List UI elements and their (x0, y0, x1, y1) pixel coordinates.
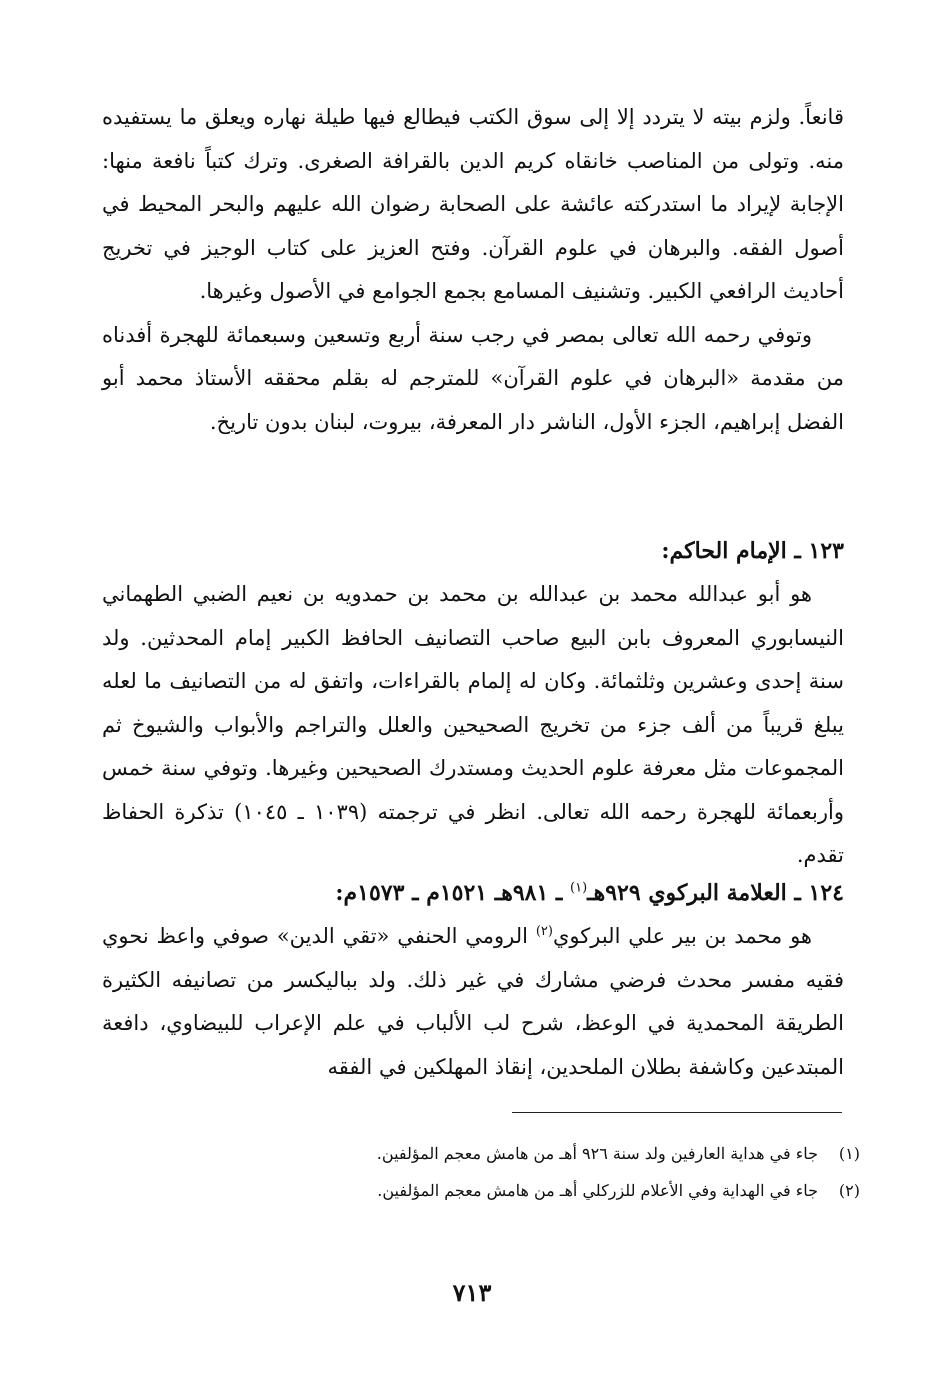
text-line: المحدثين. ولد سنة إحدى وعشرين وثلثمائة. وكان له إلمام بالقراءات، واتفق له (102, 625, 844, 693)
text-fragment: هو محمد بن بير علي البركوي (552, 924, 812, 948)
text-line: في ترجمته (١٠٣٩ ـ ١٠٤٥) تذكرة الحفاظ تقدم. (102, 799, 844, 867)
page-number: ٧١٣ (452, 1278, 492, 1307)
text-fragment: الرومي الحنفي «تقي الدين» صوفي واعظ (156, 924, 536, 948)
text-line (157, 924, 812, 948)
paragraph-works (102, 96, 844, 314)
entry-123-heading: ١٢٣ ـ الإمام الحاكم: (661, 538, 844, 564)
text-line: الصحيحين وغيرها. وتوفي سنة خمس وأربعمائة للهجرة رحمه الله تعالى. انظر (102, 756, 844, 824)
text-line: تاريخ. (209, 409, 259, 434)
footnote-text: جاء في هداية العارفين ولد سنة ٩٢٦ أهـ من هامش معجم المؤلفين. (376, 1144, 818, 1163)
entry-123 (102, 530, 844, 878)
text-line: يستفيده منه. وتولى من المناصب خانقاه كريم الدين بالقرافة الصغرى. وترك كتباً (102, 105, 844, 173)
text-line: نحوي فقيه مفسر محدث فرضي مشارك في غير ذلك. ولد بباليكسر من تصانيفه (102, 924, 844, 992)
text-line: نافعة منها: الإجابة لإيراد ما استدركته عائشة على الصحابة رضوان الله عليهم (102, 148, 844, 216)
footnote-number: (١) (838, 1144, 860, 1163)
text-line: من التصانيف ما لعله يبلغ قريباً من ألف جزء من تخريج الصحيحين والعلل (102, 669, 844, 737)
text-line: والبحر المحيط في أصول الفقه. والبرهان في علوم القرآن. وفتح العزيز على (102, 192, 844, 260)
heading-text: ١٢٤ ـ العلامة البركوي ٩٢٩هـ (587, 880, 844, 906)
footnote-2 (200, 1172, 860, 1209)
paragraph-death-source (102, 314, 844, 445)
text-line: قانعاً. ولزم بيته لا يتردد إلا إلى سوق الكتب فيطالع فيها طيلة نهاره ويعلق ما (179, 105, 844, 129)
footnote-1 (200, 1135, 860, 1172)
text-line: كتاب الوجيز في تخريج أحاديث الرافعي الكبير. وتشنيف المسامع بجمع الجوامع (102, 235, 844, 303)
entry-124-body (102, 915, 844, 1089)
text-line: والتراجم والأبواب والشيوخ ثم المجموعات مثل معرفة علوم الحديث ومستدرك (102, 712, 844, 780)
text-line: وتوفي رحمه الله تعالى بمصر في رجب سنة أربع وتسعين وسبعمائة للهجرة (159, 322, 812, 347)
footnote-ref-2[interactable]: (٢) (535, 924, 553, 939)
entry-124-heading (102, 872, 844, 915)
previous-entry-continuation (102, 96, 844, 444)
footnote-number: (٢) (838, 1181, 860, 1200)
footnote-text: جاء في الهداية وفي الأعلام للزركلي أهـ من هامش معجم المؤلفين. (377, 1181, 818, 1200)
text-line: هو أبو عبدالله محمد بن عبدالله بن محمد بن حمدويه بن نعيم الضبي (192, 582, 812, 606)
text-line: في الأصول وغيرها. (199, 279, 366, 303)
entry-124 (102, 872, 844, 1089)
text-line: الكثيرة الطريقة المحمدية في الوعظ، شرح لب الألباب في علم الإعراب (102, 967, 845, 1035)
text-line: للبيضاوي، دافعة المبتدعين وكاشفة بطلان الملحدين، إنقاذ المهلكين في الفقه (102, 1011, 844, 1079)
entry-123-body (102, 573, 844, 878)
text-line: أفدناه من مقدمة «البرهان في علوم القرآن» للمترجم له بقلم محققه الأستاذ محمد (102, 322, 844, 390)
text-line: أبو الفضل إبراهيم، الجزء الأول، الناشر دار المعرفة، بيروت، لبنان بدون (102, 366, 844, 434)
heading-text: ـ ٩٨١هـ ١٥٢١م ـ ١٥٧٣م: (335, 880, 571, 906)
footnote-ref-1[interactable]: (١) (570, 880, 588, 896)
footnote-separator (512, 1112, 842, 1113)
footnotes (200, 1135, 860, 1209)
text-line: الطهماني النيسابوري المعروف بابن البيع صاحب التصانيف الحافظ الكبير إمام (102, 582, 844, 650)
